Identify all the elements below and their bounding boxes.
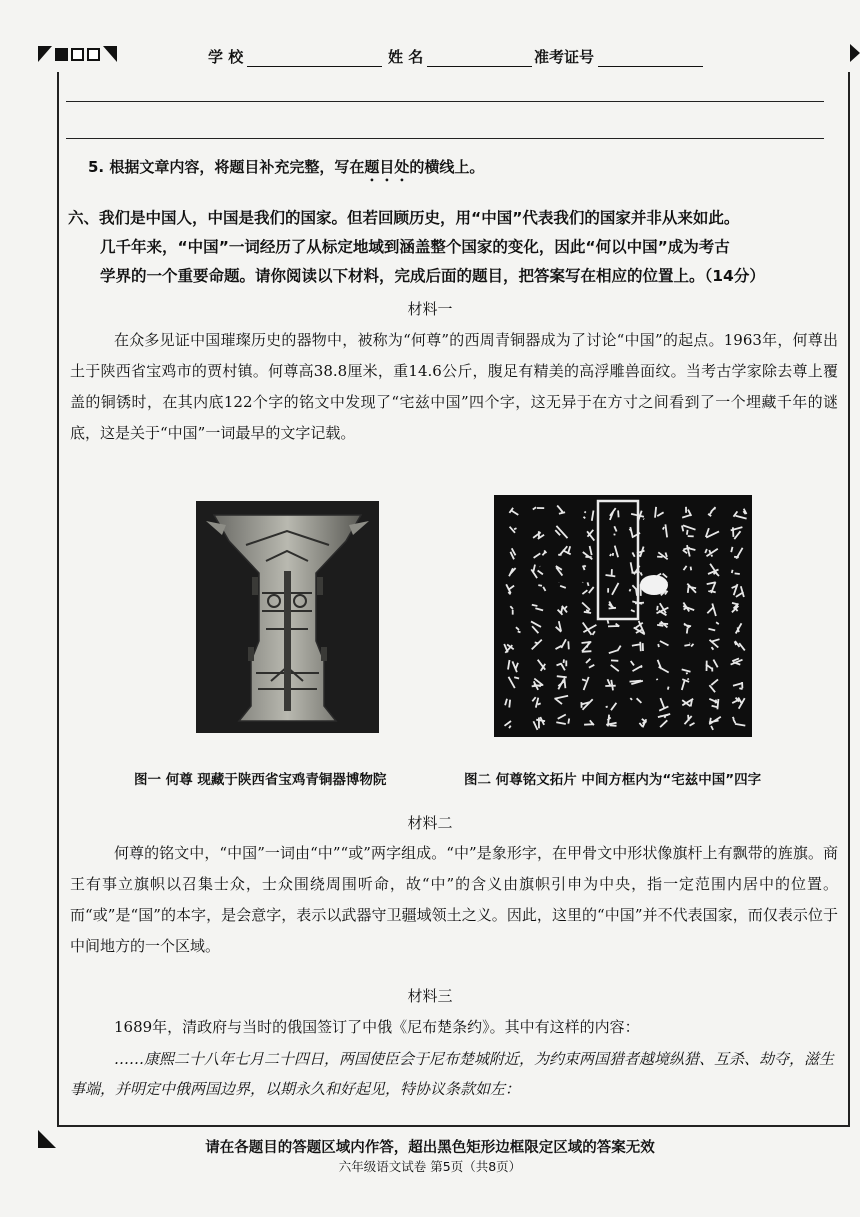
material-2-title: 材料二: [407, 814, 453, 832]
section-6-line-1: 六、我们是中国人，中国是我们的国家。但若回顾历史，用“中国”代表我们的国家并非从来如此。: [68, 209, 740, 227]
material-3-text: 1689年，清政府与当时的俄国签订了中俄《尼布楚条约》。其中有这样的内容：: [114, 1018, 640, 1036]
school-blank[interactable]: [247, 50, 382, 67]
name-blank[interactable]: [427, 50, 532, 67]
figure-1-caption: 图一 何尊 现藏于陕西省宝鸡青铜器博物院: [134, 772, 387, 788]
answer-line[interactable]: [66, 138, 824, 139]
section-6-line-2: 几千年来，“中国”一词经历了从标定地域到涵盖整个国家的变化，因此“何以中国”成为考古: [100, 238, 730, 256]
answer-line[interactable]: [66, 101, 824, 102]
inscription-rubbing-image: [494, 495, 752, 737]
exam-id-blank[interactable]: [598, 50, 703, 67]
material-1-text: 在众多见证中国璀璨历史的器物中，被称为“何尊”的西周青铜器成为了讨论“中国”的起点。1963年，何尊出土于陕西省宝鸡市的贾村镇。何尊高38.8厘米，重14.6公斤，腹足有精美的高浮雕兽面纹。当考古学家除去尊上覆盖的铜锈时，在其内底122个字的铭文中发现了“宅兹中国”四个字，这无异于在方寸之间看到了一个埋藏千年的谜底，这是关于“中国”一词最早的文字记载。: [70, 331, 838, 442]
material-3-title: 材料三: [407, 987, 453, 1005]
question-5-suffix: 的横线上。: [409, 158, 485, 176]
he-zun-vessel-photo: [196, 501, 379, 733]
school-field[interactable]: [208, 46, 382, 67]
empty-square-icon: [87, 48, 100, 61]
exam-id-field[interactable]: [534, 46, 703, 67]
figure-2-caption: 图二 何尊铭文拓片 中间方框内为“宅兹中国”四字: [464, 772, 762, 788]
answer-area-notice: 请在各题目的答题区域内作答，超出黑色矩形边框限定区域的答案无效: [205, 1140, 655, 1156]
section-6-line-3: 学界的一个重要命题。请你阅读以下材料，完成后面的题目，把答案写在相应的位置上。（14分）: [100, 267, 765, 285]
name-label: 姓 名: [388, 48, 424, 66]
page-edge-arrow-icon: [850, 44, 860, 62]
exam-id-label: 准考证号: [534, 48, 595, 66]
empty-square-icon: [71, 48, 84, 61]
material-2-text: 何尊的铭文中，“中国”一词由“中”“或”两字组成。“中”是象形字，在甲骨文中形状像旗杆上有飘带的旌旗。商王有事立旗帜以召集士众，士众围绕周围听命，故“中”的含义由旗帜引申为中央，指一定范围内居中的位置。而“或”是“国”的本字，是会意字，表示以武器守卫疆域领土之义。因此，这里的“中国”并不代表国家，而仅表示位于中间地方的一个区域。: [70, 844, 838, 955]
question-5-prefix: 5. 根据文章内容，将题目补充完整，写在: [88, 158, 365, 176]
treaty-quote: ……康熙二十八年七月二十四日，两国使臣会于尼布楚城附近，为约束两国猎者越境纵猎、互杀、劫夺，滋生事端，并明定中俄两国边界，以期永久和好起见，特协议条款如左：: [70, 1050, 835, 1098]
question-5-emphasis: 题目处: [364, 158, 410, 176]
material-1-title: 材料一: [407, 300, 453, 318]
school-label: 学 校: [208, 48, 244, 66]
question-5: [88, 156, 484, 185]
corner-triangle-icon: [38, 46, 52, 62]
corner-triangle-icon: [103, 46, 117, 62]
name-field[interactable]: [388, 46, 532, 67]
section-6-intro: [68, 204, 838, 291]
header-marks: [38, 46, 117, 62]
page-info: 六年级语文试卷 第5页（共8页）: [338, 1159, 522, 1174]
filled-square-icon: [55, 48, 68, 61]
